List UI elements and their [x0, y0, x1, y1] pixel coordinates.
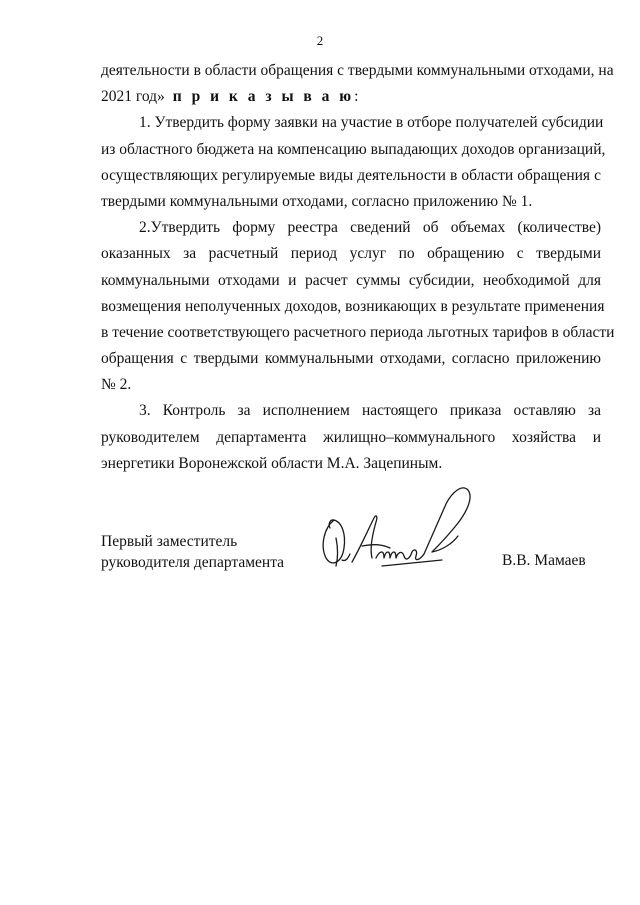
signatory-title: [101, 531, 284, 573]
paragraph-3-line-3: энергетики Воронежской области М.А. Зацепиным.: [101, 454, 443, 472]
paragraph-1-line-1: 1. Утвердить форму заявки на участие в отборе получателей субсидии: [139, 114, 604, 132]
paragraph-2-line-2: оказанных за расчетный период услуг по обращению с твердыми: [101, 245, 601, 263]
paragraph-1-line-3: осуществляющих регулируемые виды деятельности в области обращения с: [101, 166, 601, 184]
intro-line-1: деятельности в области обращения с твердыми коммунальными отходами, на: [101, 62, 614, 79]
signatory-name: В.В. Мамаев: [502, 552, 586, 569]
paragraph-2-line-7: № 2.: [101, 376, 132, 394]
paragraph-2-line-5: в течение соответствующего расчетного периода льготных тарифов в области: [101, 323, 615, 341]
signatory-title-line-2: руководителя департамента: [101, 554, 285, 571]
paragraph-2-line-4: возмещения неполученных доходов, возникающих в результате применения: [101, 297, 605, 315]
intro-line-2: [101, 84, 601, 110]
paragraph-2-line-6: обращения с твердыми коммунальными отходами, согласно приложению: [101, 350, 601, 368]
paragraph-3-line-2: руководителем департамента жилищно–коммунального хозяйства и: [101, 428, 601, 446]
document-body: [101, 58, 615, 477]
order-colon: :: [354, 88, 359, 106]
paragraph-2-line-3: коммунальными отходами и расчет суммы субсидии, необходимой для: [101, 271, 601, 289]
signatory-title-line-1: Первый заместитель: [101, 533, 238, 550]
paragraph-1-line-4: твердыми коммунальными отходами, согласно приложению № 1.: [101, 192, 533, 210]
page-number: 2: [316, 33, 324, 48]
intro-year-text: 2021 год»: [101, 88, 165, 106]
order-word: п р и к а з ы в а ю: [172, 88, 355, 106]
paragraph-1-line-2: из областного бюджета на компенсацию выпадающих доходов организаций,: [101, 140, 606, 158]
paragraph-2-line-1: 2.Утвердить форму реестра сведений об объемах (количестве): [139, 219, 601, 237]
handwritten-signature: [312, 478, 480, 578]
paragraph-3-line-1: 3. Контроль за исполнением настоящего приказа оставляю за: [139, 402, 601, 420]
